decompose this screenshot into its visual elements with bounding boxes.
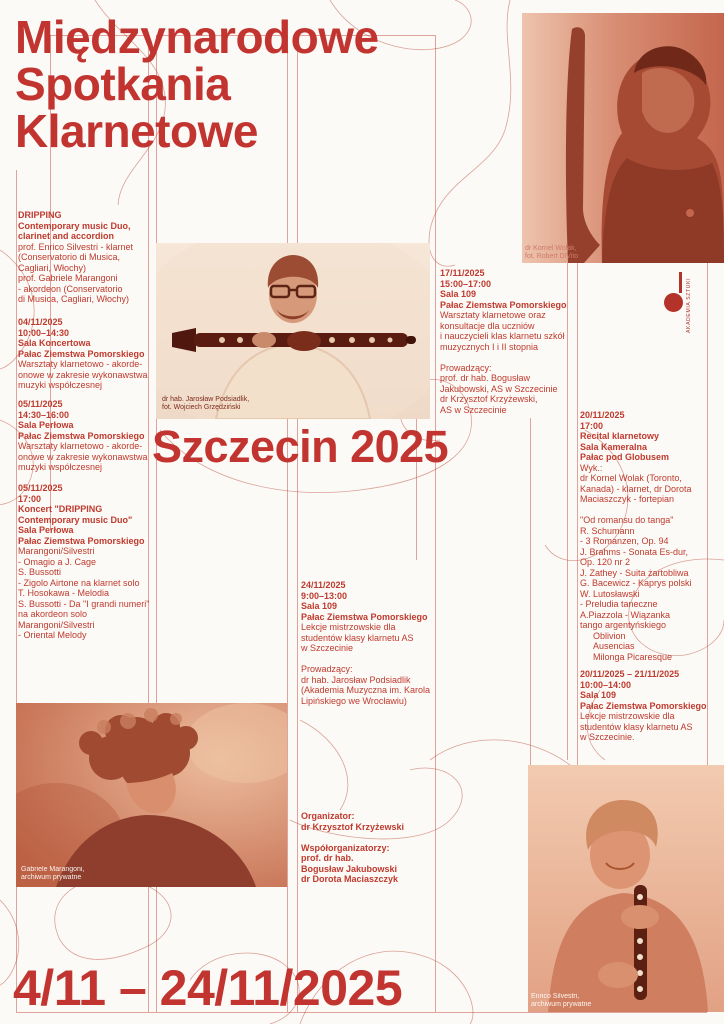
text-line: Wyk.:	[580, 462, 603, 473]
organizers-block	[301, 811, 404, 885]
photo-enrico-silvestri	[528, 765, 724, 1012]
text-line: prof. Enrico Silvestri - klarnet	[18, 241, 134, 252]
city-year-heading: Szczecin 2025	[152, 421, 449, 472]
text-line: konsultacje dla uczniów	[440, 320, 535, 331]
event-block-workshop-1711	[440, 268, 567, 415]
text-line: i nauczycieli klas klarnetu szkół	[440, 331, 565, 341]
text-line: W. Lutosławski	[580, 588, 640, 599]
event-block-recital-2011	[580, 410, 692, 662]
text-line: Op. 120 nr 2	[580, 557, 631, 567]
text-line: 9:00–13:00	[301, 590, 348, 601]
text-line: Lipińskiego we Wrocławiu)	[301, 695, 407, 706]
caption-jaroslaw-podsiadlik	[162, 396, 249, 412]
text-line: Sala Perłowa	[18, 525, 74, 535]
caption-line: Gabriele Marangoni,	[21, 866, 85, 873]
caption-gabriele-marangoni	[21, 866, 84, 882]
text-line: Marangoni/Silvestri	[18, 546, 95, 556]
text-line: dr Dorota Maciaszczyk	[301, 874, 399, 884]
text-line: G. Bacewicz - Kaprys polski	[580, 578, 692, 588]
text-line: Lekcje mistrzowskie dla	[301, 622, 396, 632]
text-line: muzyki współczesnej	[18, 462, 103, 472]
text-line: Kanada) - klarnet, dr Dorota	[580, 483, 692, 494]
text-line: S. Bussotti	[18, 567, 62, 577]
text-line: Bogusław Jakubowski	[301, 863, 398, 874]
text-line: Recital klarnetowy	[580, 431, 660, 441]
text-line: Jakubowski, AS w Szczecinie	[440, 383, 558, 394]
festival-date-range: 4/11 – 24/11/2025	[13, 960, 403, 1016]
text-line	[440, 352, 567, 363]
akademia-sztuki-logo-text: AKADEMIA SZTUKI	[686, 277, 692, 333]
text-line: J. Zathey - Suita żartobliwa	[580, 567, 689, 578]
text-line: studentów klasy klarnetu AS	[580, 721, 693, 732]
grid-line	[567, 262, 568, 760]
text-line: Sala 109	[580, 690, 617, 700]
text-line: S. Bussotti - Da "I grandi numeri"	[18, 598, 150, 609]
text-line: Pałac Ziemstwa Pomorskiego	[18, 348, 145, 359]
text-line: Contemporary music Duo,	[18, 220, 131, 231]
text-line: Ausencias	[593, 641, 635, 651]
text-line: Sala 109	[301, 601, 338, 611]
text-line: (Akademia Muzyczna im. Karola	[301, 685, 431, 695]
text-line: - akordeon (Conservatorio	[18, 283, 123, 294]
text-line: - 3 Romanzen, Op. 94	[580, 536, 669, 546]
text-line: Cagliari, Włochy)	[18, 262, 87, 273]
text-line: DRIPPING	[18, 210, 62, 220]
caption-line: fot. Wojciech Grzędziński	[162, 404, 241, 411]
grid-line	[530, 418, 531, 770]
caption-line: archiwum prywatne	[21, 874, 82, 881]
poster-title-line: Międzynarodowe	[15, 11, 379, 63]
text-line: 10:00–14:30	[18, 327, 70, 338]
text-line: - Omagio a J. Cage	[18, 556, 97, 567]
text-line	[580, 505, 692, 516]
text-line: Warsztaty klarnetowo - akorde-	[18, 441, 143, 451]
text-line: AS w Szczecinie	[440, 404, 507, 415]
grid-line	[287, 35, 288, 1012]
text-line: Oblivion	[593, 630, 626, 641]
caption-line: fot. Robert DiVito	[525, 253, 579, 260]
text-line: onowe w zakresie wykonawstwa	[18, 369, 148, 380]
text-line: studentów klasy klarnetu AS	[301, 632, 414, 643]
text-line: 05/11/2025	[18, 483, 63, 493]
text-line: 20/11/2025 – 21/11/2025	[580, 669, 680, 679]
text-line: J. Brahms - Sonata Es-dur,	[580, 546, 689, 557]
grid-line	[435, 35, 436, 1012]
text-line: clarinet and accordion	[18, 231, 115, 241]
poster-title-line: Klarnetowe	[15, 105, 258, 157]
text-line: 10:00–14:00	[580, 679, 632, 690]
caption-line: dr Kornel Wolak,	[525, 245, 577, 252]
text-line: Pałac Ziemstwa Pomorskiego	[18, 430, 145, 441]
photo-kornel-wolak-art	[522, 13, 724, 263]
caption-line: archiwum prywatne	[531, 1001, 592, 1008]
text-line: tango argentyńskiego	[580, 620, 667, 630]
photo-jaroslaw-podsiadlik	[156, 243, 430, 419]
text-line: Pałac Ziemstwa Pomorskiego	[18, 535, 145, 546]
poster-title-line: Spotkania	[15, 58, 231, 110]
text-line: prof. dr hab.	[301, 853, 354, 863]
text-line	[301, 832, 404, 843]
text-line: Sala Kameralna	[580, 441, 648, 452]
clarinet-vertical	[634, 885, 647, 1000]
text-line: T. Hosokawa - Melodia	[18, 588, 110, 598]
caption-line: dr hab. Jarosław Podsiadlik,	[162, 396, 250, 403]
text-line: dr Krzysztof Krzyżewski,	[440, 394, 538, 404]
text-line: Lekcje mistrzowskie dla	[580, 711, 675, 721]
text-line: na akordeon solo	[18, 609, 88, 619]
text-line: muzyki współczesnej	[18, 380, 103, 390]
text-line: Milonga Picaresque	[593, 651, 673, 662]
caption-kornel-wolak	[525, 245, 578, 261]
event-block-dripping	[18, 210, 133, 305]
text-line	[301, 654, 430, 665]
caption-enrico-silvestri	[531, 993, 591, 1009]
text-line: Prowadzący:	[440, 362, 492, 373]
text-line: Pałac Ziemstwa Pomorskiego	[580, 700, 707, 711]
text-line: Contemporary music Duo"	[18, 514, 133, 525]
text-line: - Preludia taneczne	[580, 599, 658, 609]
text-line: "Od romansu do tanga"	[580, 515, 674, 525]
text-line: 17:00	[18, 493, 42, 504]
text-line: w Szczecinie.	[580, 732, 635, 742]
photo-gabriele-marangoni-art	[16, 703, 287, 887]
text-line: 20/11/2025	[580, 410, 625, 420]
text-line: Pałac pod Globusem	[580, 452, 670, 462]
text-line: prof. Gabriele Marangoni	[18, 273, 118, 283]
text-line: R. Schumann	[580, 525, 635, 536]
photo-gabriele-marangoni	[16, 703, 287, 887]
text-line: A.Piazzola - Wiązanka	[580, 609, 671, 620]
text-line: dr Kornel Wolak (Toronto,	[580, 473, 682, 483]
text-line: Warsztaty klarnetowo - akorde-	[18, 359, 143, 369]
text-line: prof. dr hab. Bogusław	[440, 373, 531, 383]
photo-kornel-wolak	[522, 13, 724, 263]
text-line: Prowadzący:	[301, 664, 353, 674]
poster-title	[15, 11, 379, 157]
text-line: 05/11/2025	[18, 399, 63, 409]
text-line: dr hab. Jarosław Podsiadlik	[301, 674, 411, 685]
text-line: Pałac Ziemstwa Pomorskiego	[301, 611, 428, 622]
text-line: 17/11/2025	[440, 268, 485, 278]
text-line: Maciaszczyk - fortepian	[580, 494, 675, 504]
akademia-sztuki-logo-bar	[679, 272, 682, 293]
text-line: Koncert "DRIPPING	[18, 504, 103, 514]
text-line: Warsztaty klarnetowe oraz	[440, 310, 546, 320]
text-line: muzycznych I i II stopnia	[440, 341, 539, 352]
photo-jaroslaw-podsiadlik-art	[156, 243, 430, 419]
text-line: 15:00–17:00	[440, 278, 492, 289]
text-line: Pałac Ziemstwa Pomorskiego	[440, 299, 567, 310]
event-block-masterclass-2011-2111	[580, 669, 707, 743]
grid-line	[297, 35, 298, 1012]
text-line: onowe w zakresie wykonawstwa	[18, 451, 148, 462]
text-line: - Oriental Melody	[18, 630, 87, 640]
caption-line: Enrico Silvestri,	[531, 993, 580, 1000]
text-line: 04/11/2025	[18, 317, 63, 327]
text-line: di Musica, Cagliari, Włochy)	[18, 294, 130, 304]
event-block-workshop-0411	[18, 317, 148, 391]
text-line: Organizator:	[301, 811, 355, 821]
text-line: Sala Perłowa	[18, 420, 74, 430]
text-line: 24/11/2025	[301, 580, 346, 590]
event-block-concert-0511	[18, 483, 149, 641]
text-line: (Conservatorio di Musica,	[18, 252, 121, 262]
event-block-masterclass-2411	[301, 580, 430, 706]
text-line: Współorganizatorzy:	[301, 842, 390, 853]
event-block-workshop-0511	[18, 399, 148, 473]
text-line: dr Krzysztof Krzyżewski	[301, 821, 405, 832]
text-line: Sala Koncertowa	[18, 338, 91, 348]
text-line: 14:30–16:00	[18, 409, 70, 420]
photo-enrico-silvestri-art	[528, 765, 724, 1012]
text-line: Marangoni/Silvestri	[18, 619, 95, 630]
text-line: 17:00	[580, 420, 604, 431]
akademia-sztuki-logo-circle	[664, 293, 683, 312]
text-line: w Szczecinie	[301, 643, 354, 653]
text-line: Sala 109	[440, 289, 477, 299]
text-line: - Zigolo Airtone na klarnet solo	[18, 577, 140, 588]
